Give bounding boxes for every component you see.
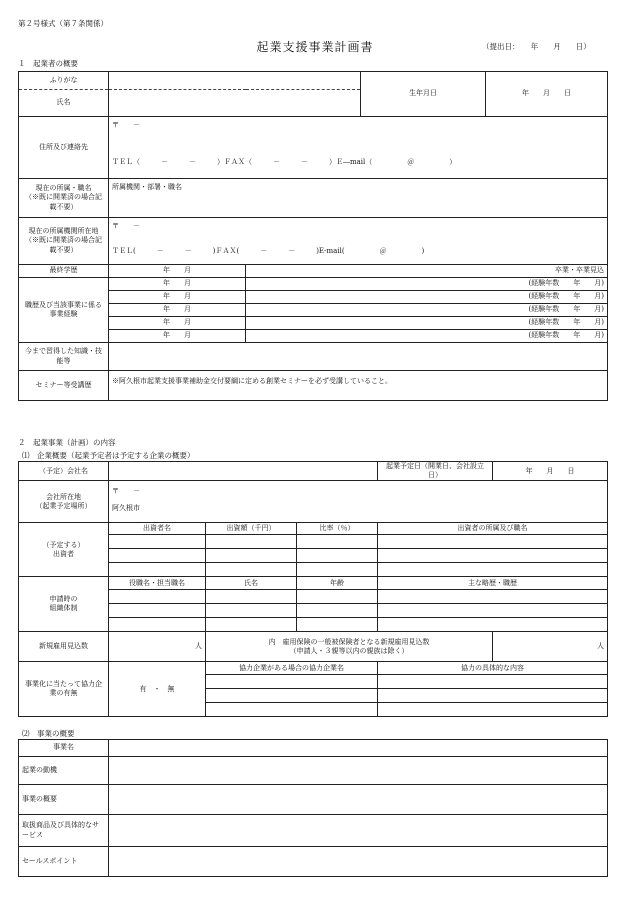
career-date[interactable]: 年 月 <box>109 304 246 317</box>
investor-header-ratio: 比率（％） <box>297 523 378 535</box>
affiliation-value: 所属機関・部署・職名 <box>112 183 182 191</box>
partner-header-name: 協力企業がある場合の協力企業名 <box>206 662 378 675</box>
section1-heading: １ 起業者の概要 <box>18 59 78 68</box>
org-cell[interactable] <box>378 590 608 604</box>
seminar-label: セミナー等受講歴 <box>19 371 109 401</box>
education-label: 最終学歴 <box>19 265 109 278</box>
experience-years: (経験年数 年 月) <box>528 279 604 288</box>
partner-cell[interactable] <box>206 703 378 717</box>
address-postal: 〒 － <box>112 121 140 129</box>
affiliation-label: 現在の所属・職名 （※既に開業済の場合記載不要） <box>19 179 109 218</box>
investor-cell[interactable] <box>378 563 608 577</box>
business-overview-heading: ⑵ 事業の概要 <box>22 729 75 738</box>
planned-date-label: 起業予定日（開業日、会社設立日） <box>378 462 493 481</box>
affiliation-field[interactable] <box>109 179 608 218</box>
business-name-field[interactable] <box>109 740 608 757</box>
document-title: 起業支援事業計画書 <box>256 40 374 54</box>
company-overview-heading: ⑴ 企業概要（起業予定者は予定する企業の概要） <box>22 451 195 460</box>
experience-years: (経験年数 年 月) <box>528 331 604 340</box>
business-name-label: 事業名 <box>19 740 109 757</box>
investor-cell[interactable] <box>297 549 378 563</box>
applicant-overview-table <box>18 71 608 401</box>
name-label: 氏名 <box>19 90 109 117</box>
org-cell[interactable] <box>297 618 378 632</box>
partner-label: 事業化に当たって協力企業の有無 <box>19 662 109 717</box>
career-date[interactable]: 年 月 <box>109 291 246 304</box>
products-services-label: 取扱商品及び具体的なサービス <box>19 815 109 847</box>
location-city: 阿久根市 <box>112 504 140 513</box>
career-label: 職歴及び当該事業に係る事業経験 <box>19 278 109 343</box>
affiliation-address-label: 現在の所属機関所在地 （※既に開業済の場合記載不要） <box>19 218 109 265</box>
partner-cell[interactable] <box>378 675 608 689</box>
location-field[interactable] <box>109 481 608 523</box>
org-cell[interactable] <box>206 604 297 618</box>
experience-years: (経験年数 年 月) <box>528 318 604 327</box>
experience-years: (経験年数 年 月) <box>528 292 604 301</box>
company-name-field[interactable] <box>109 462 378 481</box>
partner-cell[interactable] <box>206 675 378 689</box>
furigana-label: ふりがな <box>19 72 109 90</box>
investor-cell[interactable] <box>297 563 378 577</box>
skills-label: 今まで習得した知識・技能等 <box>19 343 109 371</box>
investor-cell[interactable] <box>206 535 297 549</box>
company-name-label: （予定）会社名 <box>19 462 109 481</box>
org-cell[interactable] <box>206 590 297 604</box>
org-header-name: 氏名 <box>206 577 297 590</box>
graduation-status: 卒業・卒業見込 <box>555 266 604 275</box>
career-row[interactable] <box>246 304 608 317</box>
education-field[interactable] <box>246 265 608 278</box>
motivation-field[interactable] <box>109 757 608 785</box>
business-summary-label: 事業の概要 <box>19 785 109 815</box>
partner-cell[interactable] <box>206 689 378 703</box>
affiliation-contact-line: ＴＥＬ( － － )ＦＡＸ( － － )E-mail( ＠ ) <box>112 247 425 256</box>
experience-years: (経験年数 年 月) <box>528 305 604 314</box>
org-cell[interactable] <box>109 590 206 604</box>
investor-cell[interactable] <box>206 563 297 577</box>
affiliation-address-field[interactable] <box>109 218 608 265</box>
investor-cell[interactable] <box>378 535 608 549</box>
organization-label: 申請時の 組織体制 <box>19 577 109 632</box>
investors-label: （予定する） 出資者 <box>19 523 109 577</box>
investor-cell[interactable] <box>109 535 206 549</box>
section2-heading: ２ 起業事業（計画）の内容 <box>18 438 116 447</box>
selling-point-label: セールスポイント <box>19 847 109 877</box>
address-label: 住所及び連絡先 <box>19 117 109 179</box>
partner-cell[interactable] <box>378 703 608 717</box>
address-contact-line: ＴＥＬ（ － － ）ＦＡＸ（ － － ）Ｅ―mail（ ＠ ） <box>112 158 457 167</box>
business-overview-table <box>18 739 608 877</box>
org-cell[interactable] <box>378 604 608 618</box>
partner-choice[interactable]: 有 ・ 無 <box>109 662 206 717</box>
investor-header-affiliation: 出資者の所属及び職名 <box>378 523 608 535</box>
career-row[interactable] <box>246 291 608 304</box>
submission-date: （提出日： 年 月 日） <box>482 42 591 51</box>
investor-cell[interactable] <box>206 549 297 563</box>
hiring-field[interactable] <box>109 632 206 662</box>
business-summary-field[interactable] <box>109 785 608 815</box>
education-date[interactable]: 年 月 <box>109 265 246 278</box>
seminar-field[interactable] <box>109 371 608 401</box>
career-row[interactable] <box>246 330 608 343</box>
selling-point-field[interactable] <box>109 847 608 877</box>
org-cell[interactable] <box>109 604 206 618</box>
motivation-label: 起業の動機 <box>19 757 109 785</box>
birth-label: 生年月日 <box>361 72 486 117</box>
seminar-note: ※阿久根市起業支援事業補助金交付要綱に定める創業セミナーを必ず受講していること。 <box>112 377 392 385</box>
org-cell[interactable] <box>297 590 378 604</box>
partner-cell[interactable] <box>378 689 608 703</box>
location-postal: 〒 － <box>112 487 140 496</box>
career-row[interactable] <box>246 278 608 291</box>
hiring-unit: 人 <box>195 642 202 651</box>
name-field[interactable] <box>109 90 361 117</box>
org-header-age: 年齢 <box>297 577 378 590</box>
location-label: 会社所在地 （起業予定場所） <box>19 481 109 523</box>
furigana-field[interactable] <box>109 72 361 90</box>
company-overview-table <box>18 461 608 717</box>
investor-cell[interactable] <box>109 563 206 577</box>
investor-cell[interactable] <box>109 549 206 563</box>
investor-cell[interactable] <box>378 549 608 563</box>
insured-hiring-unit: 人 <box>597 642 605 651</box>
org-cell[interactable] <box>378 618 608 632</box>
products-services-field[interactable] <box>109 815 608 847</box>
career-date[interactable]: 年 月 <box>109 330 246 343</box>
org-cell[interactable] <box>206 618 297 632</box>
org-cell[interactable] <box>297 604 378 618</box>
org-header-career: 主な略歴・職歴 <box>378 577 608 590</box>
hiring-label: 新規雇用見込数 <box>19 632 109 662</box>
insured-hiring-field[interactable] <box>493 632 608 662</box>
org-header-role: 役職名・担当職名 <box>109 577 206 590</box>
affiliation-postal: 〒 － <box>112 222 140 230</box>
org-cell[interactable] <box>109 618 206 632</box>
investor-header-amount: 出資額（千円） <box>206 523 297 535</box>
investor-header-name: 出資者名 <box>109 523 206 535</box>
career-date[interactable]: 年 月 <box>109 317 246 330</box>
planned-date-field[interactable]: 年 月 日 <box>493 462 608 481</box>
birth-field[interactable]: 年 月 日 <box>486 72 608 117</box>
skills-field[interactable] <box>109 343 608 371</box>
career-row[interactable] <box>246 317 608 330</box>
form-number-label: 第２号様式（第７条関係） <box>18 19 108 28</box>
partner-header-content: 協力の具体的な内容 <box>378 662 608 675</box>
address-field[interactable] <box>109 117 608 179</box>
insured-hiring-label: 内 雇用保険の一般被保険者となる新規雇用見込数 （申請人・３親等以内の親族は除く） <box>206 632 493 662</box>
career-date[interactable]: 年 月 <box>109 278 246 291</box>
investor-cell[interactable] <box>297 535 378 549</box>
